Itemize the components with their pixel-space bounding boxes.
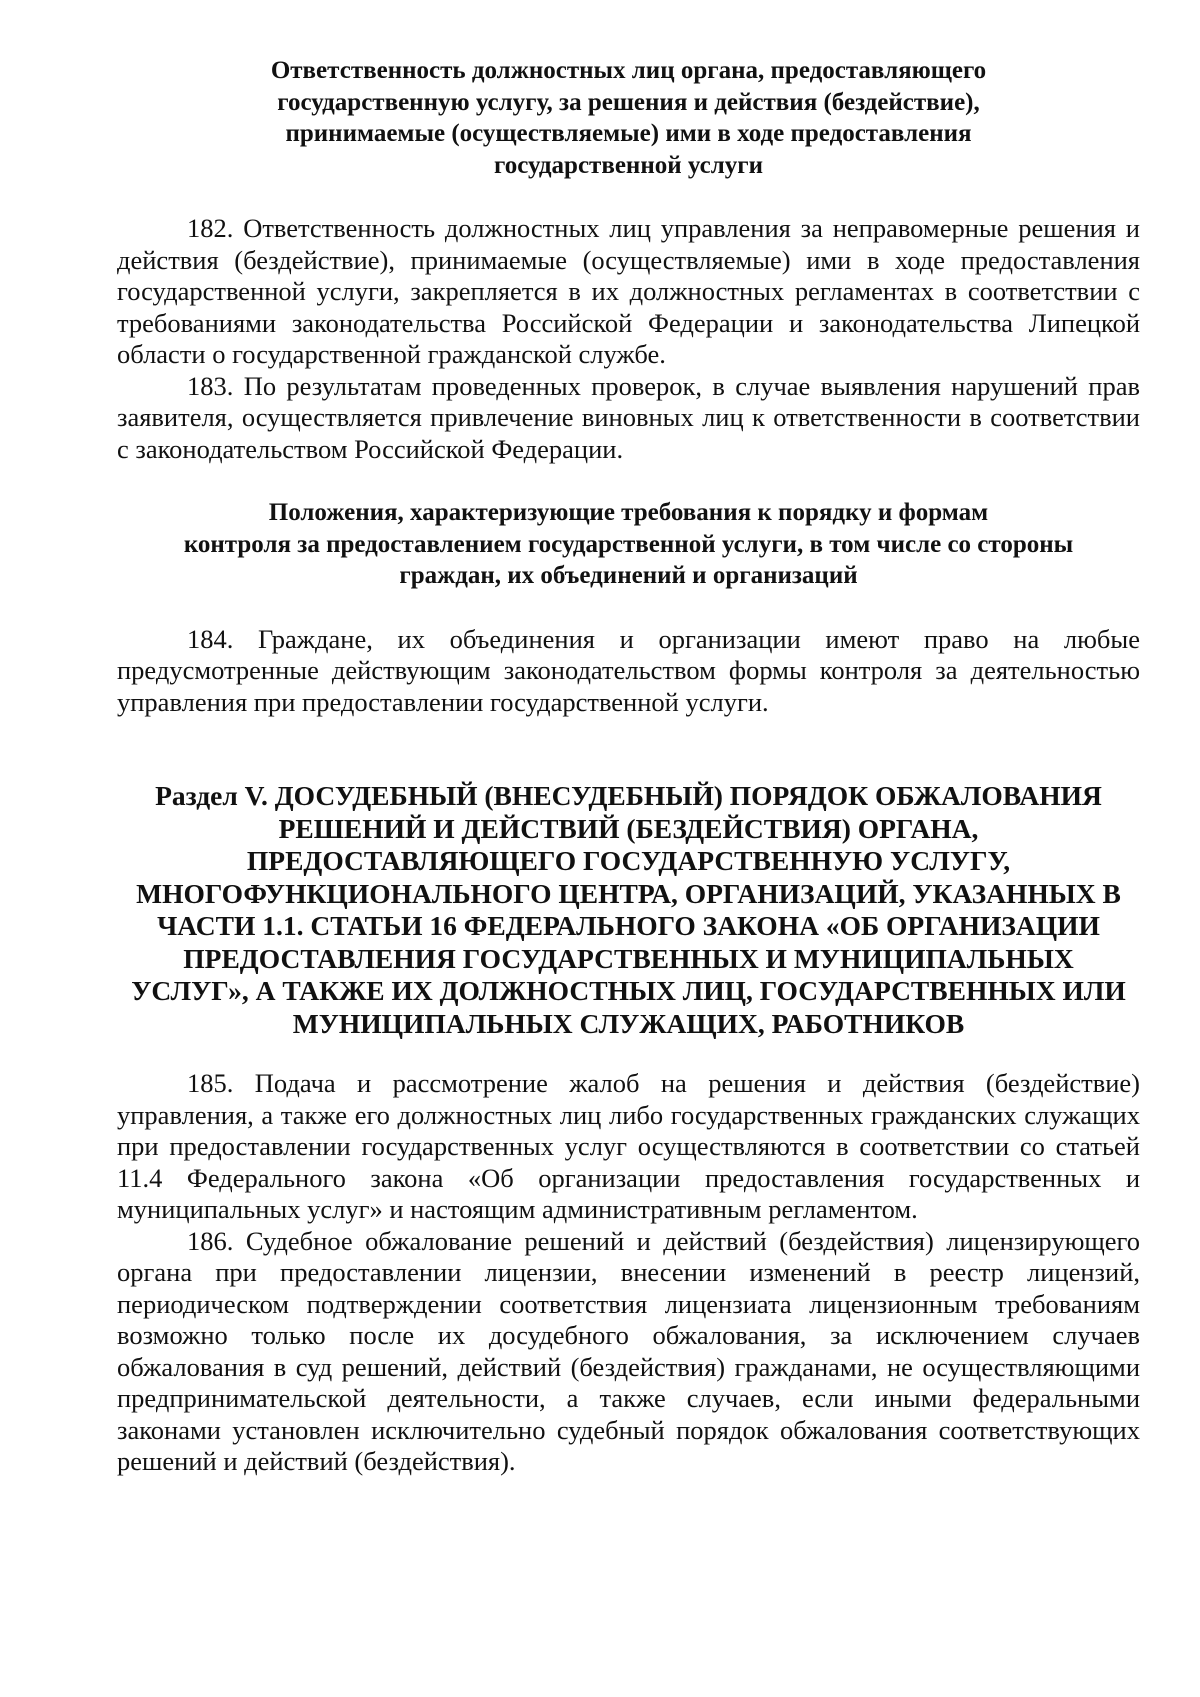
heading-line: Ответственность должностных лиц органа, предоставляющего	[270, 57, 987, 84]
heading-line: Положения, характеризующие требования к порядку и формам	[268, 499, 989, 526]
heading-line: государственную услугу, за решения и действия (бездействие),	[277, 88, 980, 116]
paragraph-185: 185. Подача и рассмотрение жалоб на решения и действия (бездействие) управления, а также его должностных лиц либо государственных гражданских служащих при предоставлении государственных услуг осуществляются в соответствии со статьей 11.4 Федерального закона «Об организации предоставления государственных и муниципальных услуг» и настоящим административным регламентом.	[117, 1068, 1140, 1224]
heading-line: принимаемые (осуществляемые) ими в ходе предоставления	[285, 120, 972, 147]
paragraph-182: 182. Ответственность должностных лиц управления за неправомерные решения и действия (бездействие), принимаемые (осуществляемые) ими в ходе предоставления государственной услуги, закрепляется в их должностных регламентах в соответствии с требованиями законодательства Российской Федерации и законодательства Липецкой области о государственной гражданской службе.	[117, 213, 1140, 369]
section-title-line: РЕШЕНИЙ И ДЕЙСТВИЙ (БЕЗДЕЙСТВИЯ) ОРГАНА,	[278, 812, 979, 844]
section-title-line: ЧАСТИ 1.1. СТАТЬИ 16 ФЕДЕРАЛЬНОГО ЗАКОНА «ОБ ОРГАНИЗАЦИИ	[157, 910, 1100, 941]
spacer	[117, 718, 1140, 780]
paragraph-186: 186. Судебное обжалование решений и действий (бездействия) лицензирующего органа при предоставлении лицензии, внесении изменений в реестр лицензий, периодическом подтверждении соответствия лицензиата лицензионным требованиям возможно только после их досудебного обжалования, за исключением случаев обжалования в суд решений, действий (бездействия) гражданами, не осуществляющими предпринимательской деятельности, а также случаев, если иными федеральными законами установлен исключительно судебный порядок обжалования соответствующих решений и действий (бездействия).	[117, 1225, 1140, 1476]
section-title-line: МНОГОФУНКЦИОНАЛЬНОГО ЦЕНТРА, ОРГАНИЗАЦИЙ, УКАЗАННЫХ В	[136, 877, 1121, 909]
heading-responsibility	[117, 55, 1140, 181]
heading-line: контроля за предоставлением государственной услуги, в том числе со стороны	[183, 530, 1074, 558]
paragraph-183: 183. По результатам проведенных проверок, в случае выявления нарушений прав заявителя, осуществляется привлечение виновных лиц к ответственности в соответствии с законодательством Российской Федерации.	[117, 370, 1140, 464]
spacer	[117, 465, 1140, 497]
spacer	[117, 1040, 1140, 1068]
section-title-line: ПРЕДОСТАВЛЕНИЯ ГОСУДАРСТВЕННЫХ И МУНИЦИПАЛЬНЫХ	[183, 942, 1074, 974]
spacer	[117, 181, 1140, 213]
spacer	[117, 592, 1140, 624]
section-title-line: Раздел V. ДОСУДЕБНЫЙ (ВНЕСУДЕБНЫЙ) ПОРЯДОК ОБЖАЛОВАНИЯ	[155, 780, 1102, 811]
heading-line: государственной услуги	[493, 151, 764, 179]
section-title-line: ПРЕДОСТАВЛЯЮЩЕГО ГОСУДАРСТВЕННУЮ УСЛУГУ,	[246, 845, 1011, 876]
heading-control-provisions	[117, 497, 1140, 592]
heading-line: граждан, их объединений и организаций	[399, 562, 858, 589]
section-title-line: МУНИЦИПАЛЬНЫХ СЛУЖАЩИХ, РАБОТНИКОВ	[292, 1007, 965, 1039]
section-title-line: УСЛУГ», А ТАКЖЕ ИХ ДОЛЖНОСТНЫХ ЛИЦ, ГОСУДАРСТВЕННЫХ ИЛИ	[131, 975, 1126, 1006]
paragraph-184: 184. Граждане, их объединения и организации имеют право на любые предусмотренные действующим законодательством формы контроля за деятельностью управления при предоставлении государственной услуги.	[117, 623, 1140, 717]
section-5-title	[117, 780, 1140, 1040]
